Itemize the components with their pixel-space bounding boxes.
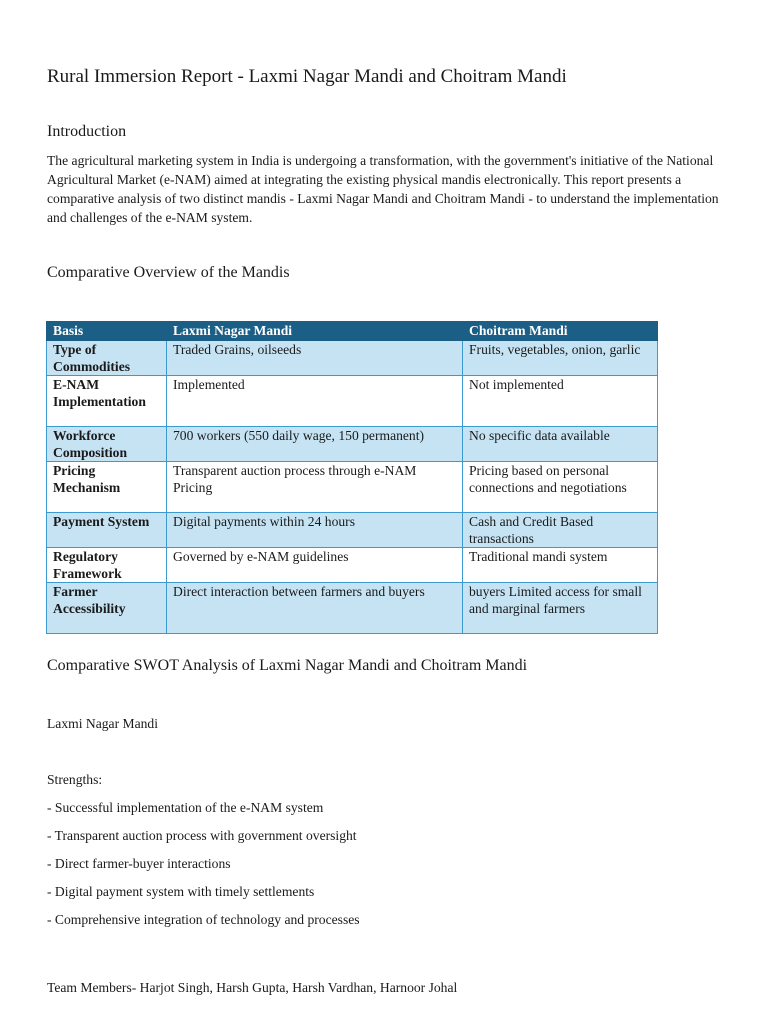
introduction-body: The agricultural marketing system in India is undergoing a transformation, with the government's initiative of the National Agricultural Market (e-NAM) aimed at integrating the existing physical mandis electronically. This report presents a comparative analysis of two distinct mandis - Laxmi Nagar Mandi and Choitram Mandi - to understand the implementation and challenges of the e-NAM system.: [47, 153, 719, 225]
list-item: - Comprehensive integration of technology and processes: [47, 912, 360, 927]
team-members: Team Members- Harjot Singh, Harsh Gupta, Harsh Vardhan, Harnoor Johal: [47, 980, 458, 995]
table-cell-choitram: buyers Limited access for small and marginal farmers: [463, 583, 658, 634]
table-row: [47, 341, 658, 376]
table-row: [47, 376, 658, 427]
list-item: - Transparent auction process with government oversight: [47, 828, 357, 843]
table-header-row: [47, 322, 658, 341]
table-row: [47, 583, 658, 634]
table-cell-laxmi: Traded Grains, oilseeds: [167, 341, 463, 376]
column-header: Laxmi Nagar Mandi: [167, 322, 463, 341]
table-cell-laxmi: Governed by e-NAM guidelines: [167, 548, 463, 583]
table-cell-choitram: Traditional mandi system: [463, 548, 658, 583]
report-title: Rural Immersion Report - Laxmi Nagar Mandi and Choitram Mandi: [47, 66, 567, 87]
swot-subject: Laxmi Nagar Mandi: [47, 716, 158, 731]
table-cell-choitram: Not implemented: [463, 376, 658, 427]
table-cell-basis: Workforce Composition: [47, 427, 167, 462]
table-cell-basis: Payment System: [47, 513, 167, 548]
list-item: - Digital payment system with timely settlements: [47, 884, 315, 899]
list-item: - Direct farmer-buyer interactions: [47, 856, 231, 871]
table-cell-choitram: No specific data available: [463, 427, 658, 462]
table-cell-laxmi: Transparent auction process through e-NAM Pricing: [167, 462, 463, 513]
table-row: [47, 548, 658, 583]
list-item: - Successful implementation of the e-NAM system: [47, 800, 324, 815]
table-cell-basis: Regulatory Framework: [47, 548, 167, 583]
column-header: Basis: [47, 322, 167, 341]
table-cell-laxmi: Direct interaction between farmers and buyers: [167, 583, 463, 634]
overview-heading: Comparative Overview of the Mandis: [47, 264, 290, 281]
table-row: [47, 427, 658, 462]
strengths-label: Strengths:: [47, 772, 103, 787]
introduction-heading: Introduction: [47, 123, 127, 140]
swot-heading: Comparative SWOT Analysis of Laxmi Nagar Mandi and Choitram Mandi: [47, 657, 528, 674]
table-cell-laxmi: Digital payments within 24 hours: [167, 513, 463, 548]
table-cell-laxmi: 700 workers (550 daily wage, 150 permanent): [167, 427, 463, 462]
table-cell-choitram: Fruits, vegetables, onion, garlic: [463, 341, 658, 376]
table-cell-choitram: Cash and Credit Based transactions: [463, 513, 658, 548]
table-cell-basis: Pricing Mechanism: [47, 462, 167, 513]
table-cell-laxmi: Implemented: [167, 376, 463, 427]
column-header: Choitram Mandi: [463, 322, 658, 341]
table-row: [47, 513, 658, 548]
table-cell-choitram: Pricing based on personal connections and negotiations: [463, 462, 658, 513]
table-cell-basis: E-NAM Implementation: [47, 376, 167, 427]
table-cell-basis: Farmer Accessibility: [47, 583, 167, 634]
table-cell-basis: Type of Commodities: [47, 341, 167, 376]
comparison-table: [46, 321, 658, 634]
table-row: [47, 462, 658, 513]
